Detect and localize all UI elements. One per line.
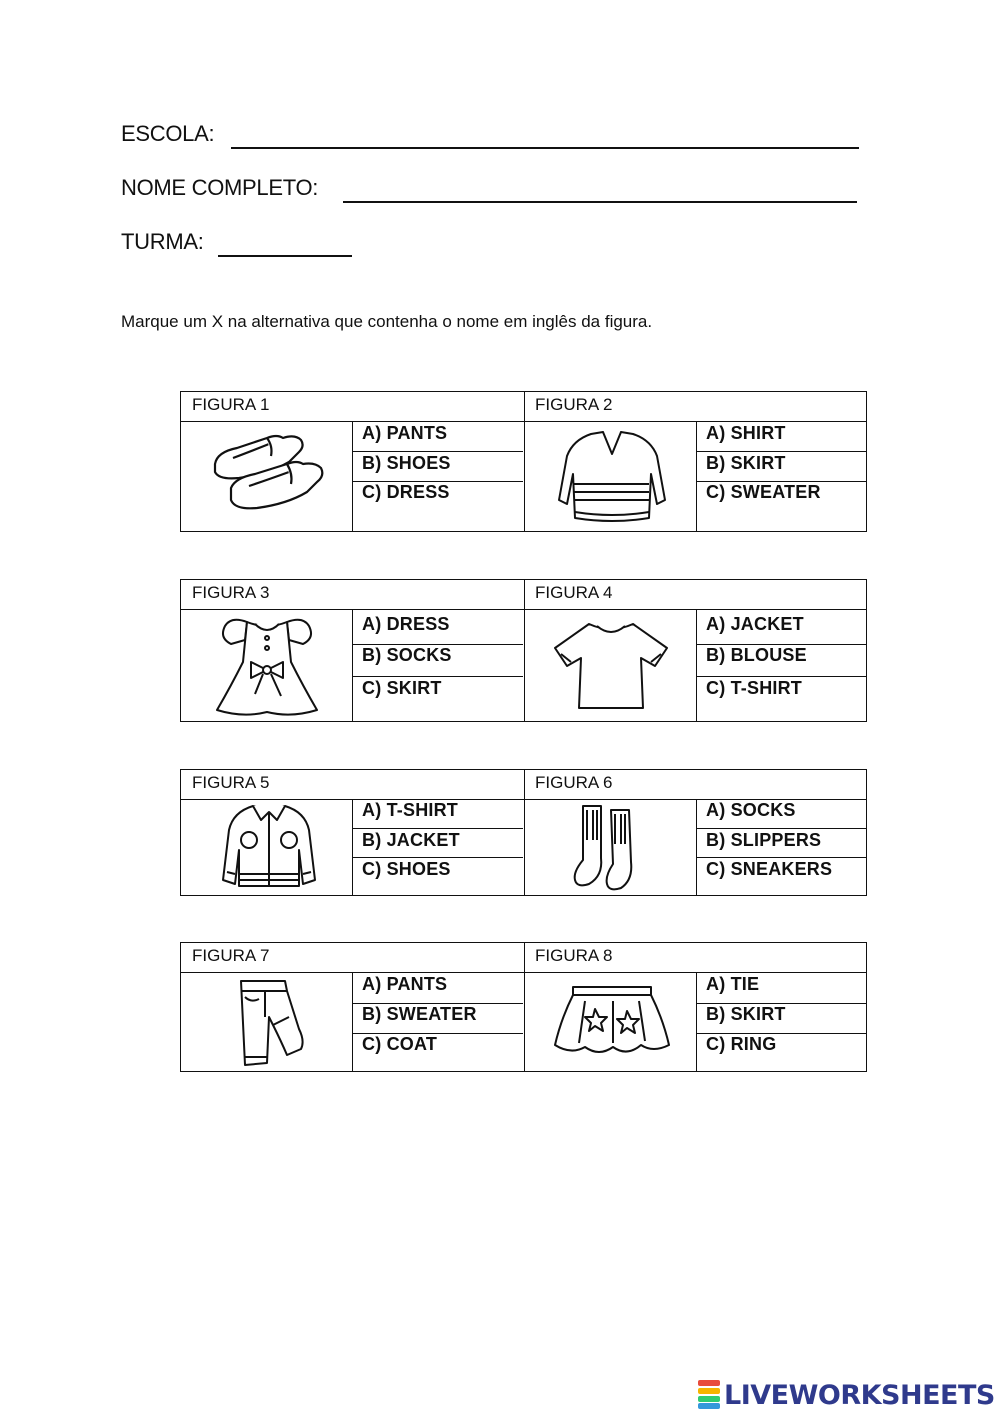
option-b[interactable]: B) SWEATER xyxy=(362,1004,477,1024)
nome-blank-line[interactable] xyxy=(343,201,857,203)
option-a[interactable]: A) TIE xyxy=(706,974,760,994)
question-table-2 xyxy=(180,579,867,722)
socks-icon xyxy=(569,800,649,892)
option-c[interactable]: C) COAT xyxy=(362,1034,438,1054)
liveworksheets-brand xyxy=(698,1378,995,1412)
option-a[interactable]: A) JACKET xyxy=(706,614,804,634)
sweater-icon xyxy=(553,426,671,528)
option-b[interactable]: B) SKIRT xyxy=(706,453,786,473)
option-c[interactable]: C) RING xyxy=(706,1034,777,1054)
option-b[interactable]: B) BLOUSE xyxy=(706,645,807,665)
option-c[interactable]: C) SHOES xyxy=(362,859,451,879)
figure-label: FIGURA 6 xyxy=(535,773,613,792)
escola-field xyxy=(121,121,214,147)
option-b[interactable]: B) SHOES xyxy=(362,453,451,473)
escola-label: ESCOLA: xyxy=(121,121,215,146)
option-a[interactable]: A) PANTS xyxy=(362,423,448,443)
figure-label: FIGURA 8 xyxy=(535,946,613,965)
skirt-icon xyxy=(551,979,673,1061)
question-table-3 xyxy=(180,769,867,896)
figure-label: FIGURA 3 xyxy=(192,583,270,602)
dress-icon xyxy=(211,614,323,722)
shoes-icon xyxy=(209,426,329,526)
option-c[interactable]: C) DRESS xyxy=(362,482,450,502)
question-table-1 xyxy=(180,391,867,532)
figure-label: FIGURA 4 xyxy=(535,583,613,602)
option-a[interactable]: A) SHIRT xyxy=(706,423,786,443)
option-b[interactable]: B) JACKET xyxy=(362,830,460,850)
option-b[interactable]: B) SOCKS xyxy=(362,645,452,665)
pants-icon xyxy=(229,977,309,1071)
figure-label: FIGURA 7 xyxy=(192,946,270,965)
figure-label: FIGURA 2 xyxy=(535,395,613,414)
option-c[interactable]: C) SWEATER xyxy=(706,482,821,502)
nome-label: NOME COMPLETO: xyxy=(121,175,319,200)
option-c[interactable]: C) SNEAKERS xyxy=(706,859,833,879)
option-a[interactable]: A) DRESS xyxy=(362,614,450,634)
liveworksheets-logo-icon xyxy=(698,1380,720,1410)
option-a[interactable]: A) T-SHIRT xyxy=(362,800,458,820)
option-b[interactable]: B) SKIRT xyxy=(706,1004,786,1024)
instruction-text: Marque um X na alternativa que contenha o nome em inglês da figura. xyxy=(121,312,653,331)
turma-blank-line[interactable] xyxy=(218,255,352,257)
question-table-4 xyxy=(180,942,867,1072)
option-c[interactable]: C) T-SHIRT xyxy=(706,678,802,698)
figure-label: FIGURA 1 xyxy=(192,395,270,414)
option-b[interactable]: B) SLIPPERS xyxy=(706,830,822,850)
turma-label: TURMA: xyxy=(121,229,204,254)
option-a[interactable]: A) PANTS xyxy=(362,974,448,994)
jacket-icon xyxy=(219,800,319,894)
option-c[interactable]: C) SKIRT xyxy=(362,678,442,698)
t-shirt-icon xyxy=(549,618,673,714)
brand-name: LIVEWORKSHEETS xyxy=(724,1379,995,1411)
turma-field xyxy=(121,229,204,255)
option-a[interactable]: A) SOCKS xyxy=(706,800,796,820)
escola-blank-line[interactable] xyxy=(231,147,859,149)
figure-label: FIGURA 5 xyxy=(192,773,270,792)
nome-field xyxy=(121,175,318,201)
